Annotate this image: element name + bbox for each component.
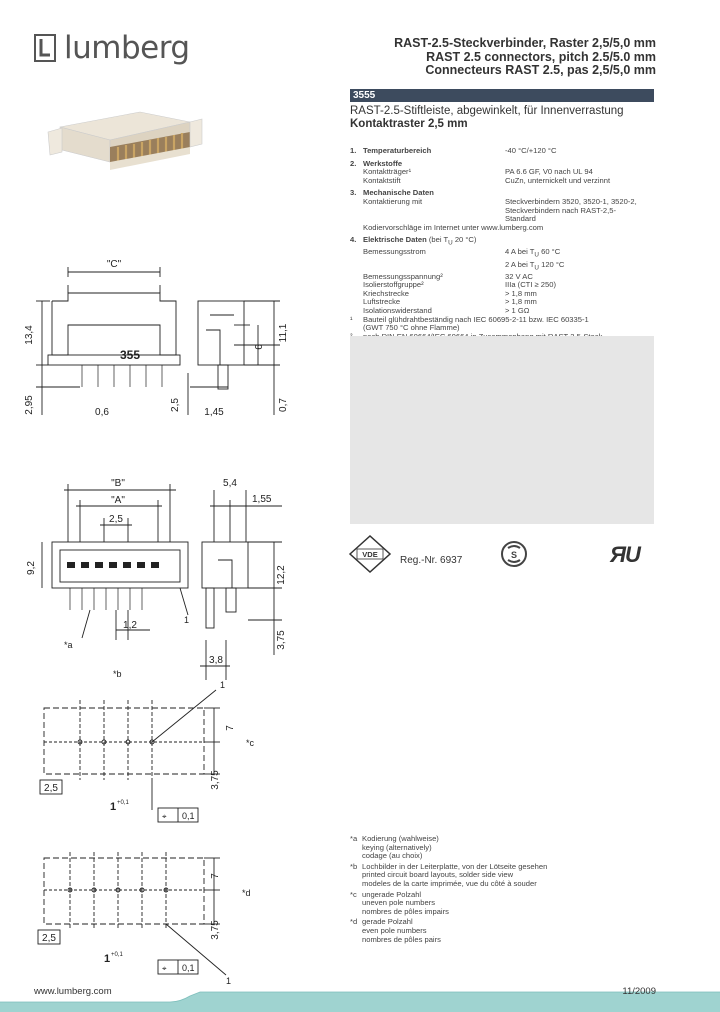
lumberg-logo-icon xyxy=(34,33,56,63)
note-line: nombres de pôles pairs xyxy=(362,934,441,944)
note-item xyxy=(350,918,670,944)
spec-value-line: Steckverbindern nach RAST-2,5- xyxy=(505,205,617,215)
footer-date: 11/2009 xyxy=(622,986,656,997)
dim-2-5-d: 2,5 xyxy=(42,933,56,944)
dim-7: 7 xyxy=(225,725,236,731)
spec-label: Luftstrecke xyxy=(363,297,401,307)
note-line: printed circuit board layouts, solder side view xyxy=(362,870,514,880)
product-photo xyxy=(40,92,210,192)
footnote-mark: ¹ xyxy=(350,314,353,324)
product-number-bar: 3555 xyxy=(350,89,654,102)
spec-label: Isolationswiderstand xyxy=(363,306,432,316)
note-text xyxy=(362,835,439,861)
spec-row xyxy=(350,224,654,233)
spec-label: Temperaturbereich xyxy=(363,146,432,155)
dim-3-8: 3,8 xyxy=(209,655,223,666)
dim-9-2: 9,2 xyxy=(26,561,37,575)
dim-b: "B" xyxy=(111,478,125,489)
title-de: RAST-2.5-Steckverbinder, Raster 2,5/5,0 mm xyxy=(394,36,656,50)
note-mark: *a xyxy=(350,834,358,843)
spec-heading-cond: (bei T xyxy=(428,235,449,245)
brand-logo xyxy=(34,30,190,66)
spec-value xyxy=(505,198,654,224)
note-d-ref: *d xyxy=(242,888,251,898)
note-text xyxy=(362,918,441,944)
note-item xyxy=(350,863,670,889)
note-text xyxy=(362,891,449,917)
title-en: RAST 2.5 connectors, pitch 2.5/5.0 mm xyxy=(426,49,656,64)
cert-logos xyxy=(348,532,658,576)
hole-dim: 1 xyxy=(110,801,117,813)
subscript: U xyxy=(534,251,539,259)
dim-13-4: 13,4 xyxy=(24,325,35,345)
hole-tol: +0,1 xyxy=(117,800,129,806)
vde-icon xyxy=(350,536,390,572)
ul-icon xyxy=(609,542,642,567)
product-subtitle xyxy=(350,105,624,131)
dim-2-5: 2,5 xyxy=(170,398,181,412)
spec-heading: Mechanische Daten xyxy=(363,188,434,198)
note-mark: *d xyxy=(350,917,358,927)
spec-label: Kriechstrecke xyxy=(363,288,410,298)
svg-text:U: U xyxy=(625,542,641,567)
subscript: U xyxy=(534,264,539,272)
spec-value-part: 120 °C xyxy=(539,259,565,269)
subscript: U xyxy=(448,239,453,247)
part-label: 355 xyxy=(119,348,141,362)
spec-row xyxy=(350,177,654,186)
tol-value-2: 0,1 xyxy=(182,963,195,973)
header-titles xyxy=(394,37,656,78)
note-line: gerade Polzahl xyxy=(362,917,413,927)
footnote-line: Bauteil glühdrahtbeständig nach IEC 60695-2-11 bzw. IEC 60335-1 xyxy=(363,314,589,324)
vde-label: VDE xyxy=(362,550,378,559)
spec-heading: Werkstoffe xyxy=(363,158,403,168)
spec-label: Kontaktstift xyxy=(363,175,401,185)
dim-c: "C" xyxy=(106,259,122,270)
spec-num: 1. xyxy=(350,146,357,155)
spec-label: Kodiervorschläge im Internet unter www.lumberg.com xyxy=(363,222,544,232)
spec-num: 4. xyxy=(350,235,357,245)
note-text xyxy=(362,863,547,889)
footnote-line: (GWT 750 °C ohne Flamme) xyxy=(363,323,460,333)
note-item xyxy=(350,891,670,917)
spec-value: > 1,8 mm xyxy=(505,288,537,298)
dim-2-95: 2,95 xyxy=(24,395,35,415)
note-b-ref: *b xyxy=(113,669,122,679)
spec-value-line: Steckverbindern 3520, 3520-1, 3520-2, xyxy=(505,196,637,206)
drawing-side-views xyxy=(20,255,290,425)
note-line: modeles de la carte imprimée, vue du côté à souder xyxy=(362,878,537,888)
spec-value: PA 6.6 GF, V0 nach UL 94 xyxy=(505,167,593,177)
dim-3-75-c: 3,75 xyxy=(210,920,221,940)
dim-7-b: 7 xyxy=(210,873,221,879)
position-tolerance-icon: ⌖ xyxy=(162,964,167,973)
spec-heading-cond-end: 20 °C) xyxy=(452,235,477,245)
callout-1-c: 1 xyxy=(220,680,226,690)
drawing-pcb-layout-even xyxy=(20,840,280,990)
spec-value-part: 60 °C xyxy=(539,247,561,257)
note-mark: *b xyxy=(350,861,358,871)
spec-value: CuZn, unternickelt und verzinnt xyxy=(505,175,611,185)
drawing-top-view xyxy=(20,470,290,685)
spec-value-line: Standard xyxy=(505,214,536,224)
spec-temperature xyxy=(350,147,654,156)
dim-3-75-b: 3,75 xyxy=(210,770,221,790)
tol-value: 0,1 xyxy=(182,811,195,821)
vde-reg-number: Reg.-Nr. 6937 xyxy=(400,555,463,566)
dim-a: "A" xyxy=(111,495,125,506)
note-line: even pole numbers xyxy=(362,925,427,935)
spec-value-part: 4 A bei T xyxy=(505,247,535,257)
spec-value: 32 V AC xyxy=(505,271,533,281)
spec-list xyxy=(350,147,654,350)
spec-row xyxy=(350,248,654,272)
spec-label: Bemessungsspannung² xyxy=(363,271,443,281)
dim-1-55: 1,55 xyxy=(252,494,272,505)
blank-info-panel xyxy=(350,336,654,524)
note-line: keying (alternatively) xyxy=(362,842,432,852)
drawing-pcb-layout-odd xyxy=(20,680,280,830)
spec-label: Kontaktträger¹ xyxy=(363,167,412,177)
note-line: nombres de pôles impairs xyxy=(362,906,449,916)
spec-row xyxy=(350,198,654,224)
note-a-ref: *a xyxy=(64,640,73,650)
title-fr: Connecteurs RAST 2.5, pas 2,5/5,0 mm xyxy=(425,63,656,77)
callout-1: 1 xyxy=(184,615,190,625)
drawing-notes xyxy=(350,835,670,946)
footer-url-link[interactable]: www.lumberg.com xyxy=(34,986,112,997)
csa-icon xyxy=(502,542,526,566)
footnote-1 xyxy=(350,316,654,333)
dim-11-1: 11,1 xyxy=(278,323,289,343)
dim-0-6: 0,6 xyxy=(95,407,109,418)
callout-1-d: 1 xyxy=(226,976,232,986)
spec-label: Bemessungsstrom xyxy=(363,247,426,257)
note-line: codage (au choix) xyxy=(362,851,423,861)
note-line: uneven pole numbers xyxy=(362,898,436,908)
dim-12-2: 12,2 xyxy=(276,565,287,585)
note-line: ungerade Polzahl xyxy=(362,889,422,899)
svg-text:Я: Я xyxy=(610,542,627,567)
svg-text:S: S xyxy=(510,550,518,560)
spec-num: 3. xyxy=(350,188,357,198)
spec-heading-text: Elektrische Daten xyxy=(363,235,427,245)
dim-3-75: 3,75 xyxy=(276,630,287,650)
dim-5-4: 5,4 xyxy=(223,478,237,489)
note-mark: *c xyxy=(350,889,357,899)
dim-6: 6 xyxy=(254,344,265,350)
spec-value: IIIa (CTI ≥ 250) xyxy=(505,280,557,290)
spec-value: -40 °C/+120 °C xyxy=(505,146,557,155)
position-tolerance-icon: ⌖ xyxy=(162,812,167,821)
note-line: Kodierung (wahlweise) xyxy=(362,834,439,843)
spec-num: 2. xyxy=(350,158,357,168)
brand-name: lumberg xyxy=(64,30,190,66)
note-c-ref: *c xyxy=(246,738,255,748)
spec-value-part: 2 A bei T xyxy=(505,259,535,269)
product-description: RAST-2.5-Stiftleiste, abgewinkelt, für Innenverrastung xyxy=(350,105,624,117)
spec-value xyxy=(505,248,654,272)
hole-tol-2: +0,1 xyxy=(111,952,123,958)
dim-0-7: 0,7 xyxy=(278,398,289,412)
dim-1-45: 1,45 xyxy=(204,407,224,418)
product-pitch: Kontaktraster 2,5 mm xyxy=(350,118,468,130)
note-item xyxy=(350,835,670,861)
note-line: Lochbilder in der Leiterplatte, von der Lötseite gesehen xyxy=(362,861,548,871)
spec-value: > 1,8 mm xyxy=(505,297,537,307)
spec-label: Isolierstoffgruppe² xyxy=(363,280,424,290)
spec-label: Kontaktierung mit xyxy=(363,196,423,206)
dim-2-5-c: 2,5 xyxy=(44,783,58,794)
footnote-text xyxy=(363,316,589,333)
dim-1-2: 1,2 xyxy=(123,620,137,631)
spec-value: > 1 GΩ xyxy=(505,306,530,316)
dim-2-5-pitch: 2,5 xyxy=(109,514,123,525)
hole-dim-2: 1 xyxy=(104,953,111,965)
